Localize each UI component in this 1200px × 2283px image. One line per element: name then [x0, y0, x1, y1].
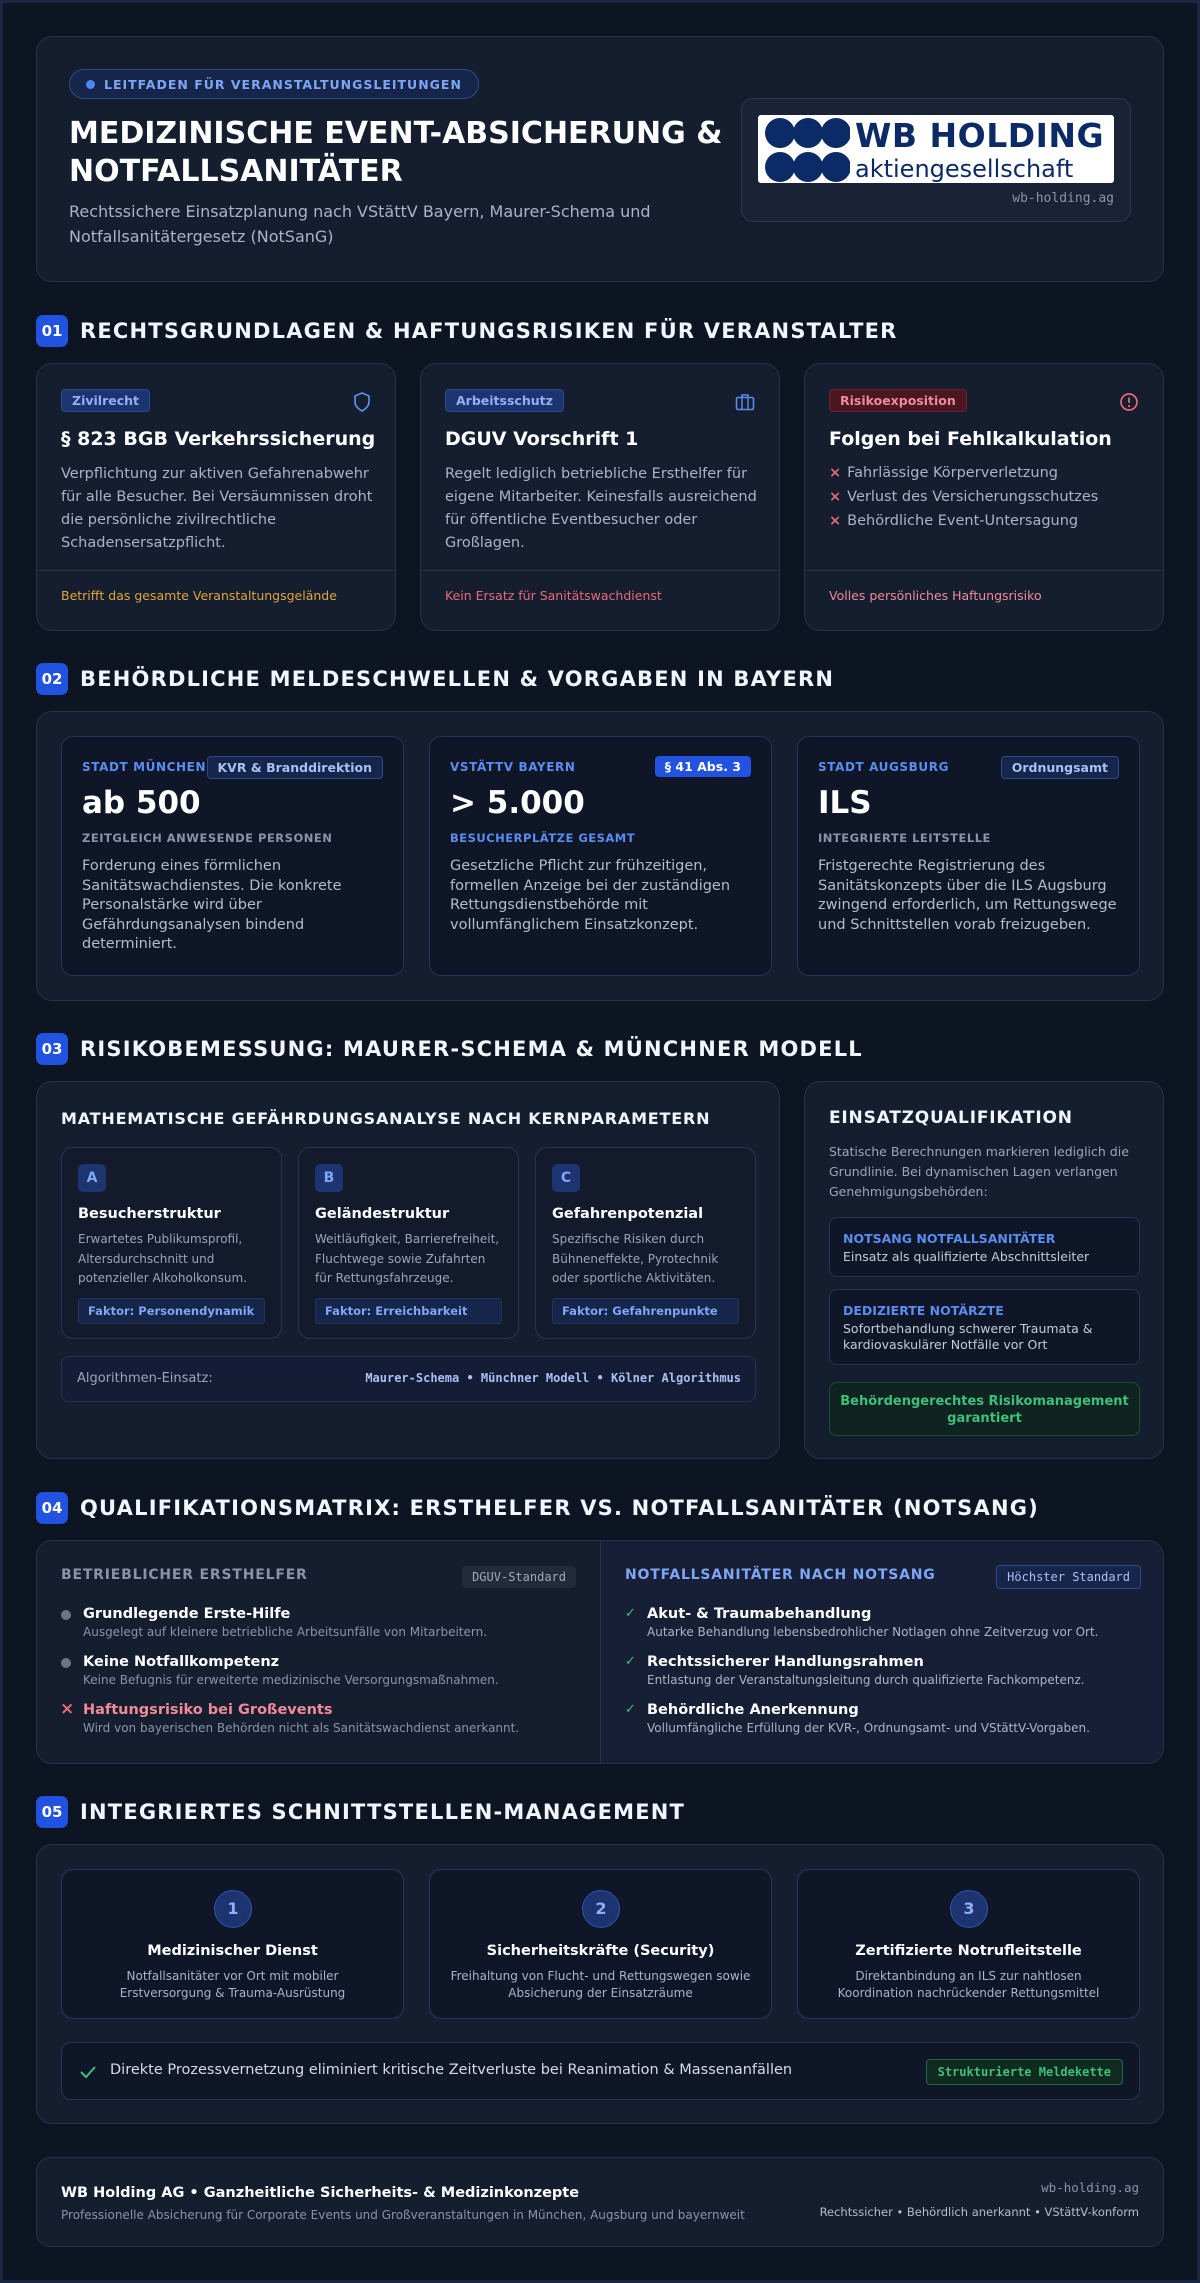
- footer-title: WB Holding AG • Ganzheitliche Sicherheits- & Medizinkonzepte: [61, 2185, 580, 2201]
- param-factor: Faktor: Erreichbarkeit: [315, 1298, 502, 1324]
- matrix-item-desc: Autarke Behandlung lebensbedrohlicher Notlagen ohne Zeitverzug vor Ort.: [647, 1625, 1099, 1639]
- matrix-col-notsan: [601, 1541, 1164, 1764]
- process-banner-tag: Strukturierte Meldekette: [926, 2059, 1123, 2085]
- text-line: potenzieller Alkoholkonsum.: [78, 1271, 247, 1285]
- risk-item-text: Verlust des Versicherungsschutzes: [847, 489, 1099, 505]
- text-line: Sanitätswachdienstes. Die konkrete: [82, 877, 342, 894]
- matrix-item-title: Haftungsrisiko bei Großevents: [83, 1702, 333, 1718]
- logo-subline: aktiengesellschaft: [855, 155, 1074, 183]
- legal-card-text: [61, 463, 372, 555]
- param-card-b: [298, 1147, 519, 1339]
- text-line: Regelt lediglich betriebliche Ersthelfer für: [445, 466, 748, 482]
- text-line: Schadensersatzpflicht.: [61, 535, 226, 551]
- legal-card-footer: Betrifft das gesamte Veranstaltungsgelände: [61, 588, 337, 603]
- step-title: Zertifizierte Notrufleitstelle: [855, 1943, 1082, 1959]
- step-card-dispatch: [797, 1869, 1140, 2019]
- briefcase-icon: [735, 393, 755, 411]
- guarantee-banner: [829, 1382, 1140, 1436]
- section-04-header: [36, 1491, 1039, 1525]
- hero-badge: [69, 69, 479, 99]
- checkmark-icon: ✓: [625, 1606, 636, 1621]
- text-line: Absicherung der Einsatzräume: [508, 1986, 693, 2000]
- thresholds-panel: [36, 711, 1164, 1001]
- section-number: 02: [36, 663, 68, 695]
- step-number-badge: 1: [214, 1890, 252, 1928]
- legal-card-title: § 823 BGB Verkehrssicherung: [61, 428, 376, 450]
- section-title: BEHÖRDLICHE MELDESCHWELLEN & VORGABEN IN BAYERN: [80, 667, 835, 691]
- step-text: [798, 1968, 1139, 2002]
- algorithm-value: Maurer-Schema • Münchner Modell • Kölner Algorithmus: [365, 1371, 741, 1385]
- badge-dot-icon: [86, 80, 95, 89]
- logo-wordmark: WB HOLDING: [855, 116, 1105, 155]
- matrix-item-title: Akut- & Traumabehandlung: [647, 1606, 872, 1622]
- matrix-item-title: Behördliche Anerkennung: [647, 1702, 859, 1718]
- footer-tags: Rechtssicher • Behördlich anerkannt • VStättV-konform: [819, 2205, 1139, 2219]
- param-letter-badge: B: [315, 1164, 343, 1192]
- matrix-item-title: Grundlegende Erste-Hilfe: [83, 1606, 291, 1622]
- text-line: Sofortbehandlung schwerer Traumata &: [843, 1321, 1093, 1336]
- subtitle-line1: Rechtssichere Einsatzplanung nach VStättV Bayern, Maurer-Schema und: [69, 202, 651, 221]
- text-line: Fluchtwege sowie Zufahrten: [315, 1251, 486, 1266]
- text-line: Verpflichtung zur aktiven Gefahrenabwehr: [61, 466, 369, 482]
- step-card-medical: [61, 1869, 404, 2019]
- text-line: Genehmigungsbehörden:: [829, 1184, 988, 1199]
- text-line: Koordination nachrückender Rettungsmittel: [837, 1986, 1100, 2000]
- legal-tag: Arbeitsschutz: [445, 389, 564, 412]
- section-number: 05: [36, 1796, 68, 1828]
- step-title: Sicherheitskräfte (Security): [486, 1943, 715, 1959]
- param-card-c: [535, 1147, 756, 1339]
- text-line: kardiovaskulärer Notfälle vor Ort: [843, 1337, 1048, 1352]
- section-title: QUALIFIKATIONSMATRIX: ERSTHELFER VS. NOTFALLSANITÄTER (NOTSANG): [80, 1496, 1039, 1520]
- matrix-item: [61, 1606, 487, 1639]
- text-line: Direktanbindung an ILS zur nahtlosen: [855, 1969, 1082, 1983]
- logo-image: [758, 115, 1114, 183]
- param-text: [315, 1230, 499, 1289]
- text-line: Rettungsdienstbehörde mit: [450, 897, 648, 913]
- alert-circle-icon: [1119, 392, 1139, 412]
- legal-card-title: DGUV Vorschrift 1: [445, 428, 639, 450]
- text-line: oder sportliche Aktivitäten.: [552, 1271, 716, 1285]
- checkmark-icon: ✓: [625, 1702, 636, 1717]
- step-card-security: [429, 1869, 772, 2019]
- risk-item-text: Behördliche Event-Untersagung: [847, 513, 1079, 529]
- text-line: Spezifische Risiken durch: [552, 1232, 705, 1246]
- matrix-item-desc: Entlastung der Veranstaltungsleitung durch qualifizierte Fachkompetenz.: [647, 1673, 1085, 1687]
- legal-card-worksafety: [420, 363, 780, 631]
- qualification-title: EINSATZQUALIFIKATION: [829, 1108, 1073, 1128]
- risk-item: [829, 509, 1098, 533]
- threshold-text: [818, 857, 1117, 935]
- section-01-header: [36, 314, 898, 348]
- text-line: Behördengerechtes Risikomanagement: [840, 1394, 1129, 1409]
- logo-circles-icon: [758, 115, 850, 183]
- algorithm-label: Algorithmen-Einsatz:: [77, 1371, 213, 1386]
- threshold-label: STADT MÜNCHEN: [82, 760, 207, 774]
- matrix-item: [61, 1654, 499, 1687]
- section-title: INTEGRIERTES SCHNITTSTELLEN-MANAGEMENT: [80, 1800, 686, 1824]
- matrix-col-title: BETRIEBLICHER ERSTHELFER: [61, 1567, 308, 1583]
- param-title: Geländestruktur: [315, 1206, 450, 1222]
- matrix-item: [625, 1702, 1090, 1735]
- qual-card-notarzt: [829, 1289, 1140, 1365]
- subtitle-line2: Notfallsanitätergesetz (NotSanG): [69, 227, 334, 246]
- section-title: RECHTSGRUNDLAGEN & HAFTUNGSRISIKEN FÜR VERANSTALTER: [80, 319, 898, 343]
- risk-item-text: Fahrlässige Körperverletzung: [847, 465, 1058, 481]
- threshold-tag: § 41 Abs. 3: [655, 756, 751, 777]
- threshold-card-munich: [61, 736, 404, 976]
- legal-card-civil: [36, 363, 396, 631]
- text-line: Gesetzliche Pflicht zur frühzeitigen,: [450, 858, 708, 874]
- qual-card-title: NOTSANG NOTFALLSANITÄTER: [843, 1231, 1056, 1246]
- shield-icon: [353, 392, 371, 412]
- legal-card-text: [445, 463, 757, 555]
- algorithm-bar: [61, 1356, 756, 1402]
- matrix-item-desc: Keine Befugnis für erweiterte medizinische Versorgungsmaßnahmen.: [83, 1673, 499, 1687]
- cross-icon: ×: [829, 489, 842, 505]
- text-line: Altersdurchschnitt und: [78, 1251, 215, 1266]
- text-line: zwingend erforderlich, um Rettungswege: [818, 897, 1117, 913]
- card-divider: [805, 570, 1163, 571]
- threshold-text: [82, 857, 342, 955]
- legal-card-footer: Kein Ersatz für Sanitätswachdienst: [445, 588, 662, 603]
- text-line: Großlagen.: [445, 535, 525, 551]
- page-title: [69, 115, 722, 191]
- text-line: Erwartetes Publikumsprofil,: [78, 1232, 243, 1246]
- bullet-dot-icon: [61, 1658, 71, 1668]
- threshold-sub: BESUCHERPLÄTZE GESAMT: [450, 831, 636, 845]
- text-line: für öffentliche Eventbesucher oder: [445, 512, 698, 528]
- analysis-title: MATHEMATISCHE GEFÄHRDUNGSANALYSE NACH KERNPARAMETERN: [61, 1109, 711, 1128]
- param-letter-badge: A: [78, 1164, 106, 1192]
- matrix-item-desc: Vollumfängliche Erfüllung der KVR-, Ordnungsamt- und VStättV-Vorgaben.: [647, 1721, 1090, 1735]
- threshold-sub: INTEGRIERTE LEITSTELLE: [818, 831, 991, 845]
- text-line: formellen Anzeige bei der zuständigen: [450, 877, 731, 894]
- process-banner-text: Direkte Prozessvernetzung eliminiert kritische Zeitverluste bei Reanimation & Massenanfällen: [110, 2062, 793, 2078]
- legal-card-risk: [804, 363, 1164, 631]
- text-line: die persönliche zivilrechtliche: [61, 512, 277, 528]
- param-text: [78, 1230, 247, 1289]
- qual-card-text: Einsatz als qualifizierte Abschnittsleiter: [843, 1249, 1090, 1264]
- param-factor: Faktor: Gefahrenpunkte: [552, 1298, 739, 1324]
- legal-card-title: Folgen bei Fehlkalkulation: [829, 428, 1112, 450]
- cross-icon: ×: [829, 465, 842, 481]
- card-divider: [421, 570, 779, 571]
- threshold-card-vstaettv: [429, 736, 772, 976]
- checkmark-icon: ✓: [625, 1654, 636, 1669]
- threshold-value: > 5.000: [450, 785, 585, 821]
- qual-card-text: [843, 1321, 1093, 1353]
- matrix-item-desc: Ausgelegt auf kleinere betriebliche Arbeitsunfälle von Mitarbeitern.: [83, 1625, 488, 1639]
- risk-item: [829, 485, 1098, 509]
- text-line: und Schnittstellen vorab freizugeben.: [818, 916, 1091, 933]
- matrix-item: [625, 1606, 1098, 1639]
- text-line: vollumfänglichem Einsatzkonzept.: [450, 916, 699, 933]
- page-subtitle: [69, 199, 651, 249]
- logo-box: [741, 98, 1131, 222]
- risk-item: [829, 461, 1098, 485]
- matrix-item-title: Rechtssicherer Handlungsrahmen: [647, 1654, 924, 1670]
- step-title: Medizinischer Dienst: [147, 1943, 318, 1959]
- text-line: Forderung eines förmlichen: [82, 858, 282, 874]
- text-line: eigene Mitarbeiter. Keinesfalls ausreichend: [445, 489, 757, 505]
- matrix-item: [60, 1699, 520, 1735]
- step-number-badge: 3: [950, 1890, 988, 1928]
- bullet-dot-icon: [61, 1610, 71, 1620]
- matrix-item: [625, 1654, 1085, 1687]
- page-title-line1: MEDIZINISCHE EVENT-ABSICHERUNG &: [69, 116, 723, 151]
- text-line: Bühneneffekte, Pyrotechnik: [552, 1251, 719, 1266]
- qual-card-notsan: [829, 1217, 1140, 1277]
- section-title: RISIKOBEMESSUNG: MAURER-SCHEMA & MÜNCHNER MODELL: [80, 1037, 863, 1061]
- text-line: Gefährdungsanalysen bindend: [82, 916, 305, 933]
- text-line: garantiert: [947, 1411, 1022, 1426]
- step-text: [430, 1968, 771, 2002]
- risk-analysis-panel: [36, 1081, 780, 1459]
- text-line: Erstversorgung & Trauma-Ausrüstung: [119, 1986, 346, 2000]
- qual-card-title: DEDIZIERTE NOTÄRZTE: [843, 1303, 1004, 1318]
- matrix-col-ersthelfer: [37, 1541, 601, 1764]
- badge-text: LEITFADEN FÜR VERANSTALTUNGSLEITUNGEN: [104, 76, 462, 92]
- logo-url: wb-holding.ag: [1012, 191, 1114, 206]
- text-line: Grundlinie. Bei dynamischen Lagen verlangen: [829, 1164, 1118, 1179]
- param-title: Gefahrenpotenzial: [552, 1206, 704, 1222]
- text-line: Personalstärke wird über: [82, 897, 262, 913]
- interface-panel: [36, 1844, 1164, 2124]
- section-number: 03: [36, 1033, 68, 1065]
- card-divider: [37, 570, 395, 571]
- text-line: Notfallsanitäter vor Ort mit mobiler: [126, 1969, 339, 1983]
- text-line: Freihaltung von Flucht- und Rettungswegen sowie: [450, 1969, 751, 1983]
- param-text: [552, 1230, 718, 1289]
- footer-subtitle: Professionelle Absicherung für Corporate Events und Großveranstaltungen in München, Augsburg und bayernweit: [61, 2208, 745, 2222]
- matrix-col-title: NOTFALLSANITÄTER NACH NOTSANG: [625, 1567, 936, 1583]
- process-banner: [61, 2042, 1140, 2100]
- legal-card-footer: Volles persönliches Haftungsrisiko: [829, 588, 1042, 603]
- section-03-header: [36, 1032, 863, 1066]
- step-number-badge: 2: [582, 1890, 620, 1928]
- threshold-value: ILS: [818, 785, 872, 821]
- section-number: 04: [36, 1492, 68, 1524]
- text-line: Fristgerechte Registrierung des: [818, 858, 1046, 874]
- section-number: 01: [36, 315, 68, 347]
- param-letter-badge: C: [552, 1164, 580, 1192]
- threshold-label: VSTÄTTV BAYERN: [450, 760, 576, 774]
- threshold-label: STADT AUGSBURG: [818, 760, 950, 774]
- param-factor: Faktor: Personendynamik: [78, 1298, 265, 1324]
- threshold-sub: ZEITGLEICH ANWESENDE PERSONEN: [82, 831, 333, 845]
- threshold-value: ab 500: [82, 785, 201, 821]
- risk-list: [829, 461, 1098, 533]
- threshold-tag: Ordnungsamt: [1001, 756, 1119, 779]
- threshold-tag: KVR & Branddirektion: [207, 756, 384, 779]
- footer-url[interactable]: wb-holding.ag: [1041, 2180, 1139, 2195]
- qualification-intro: [829, 1142, 1129, 1202]
- legal-tag: Risikoexposition: [829, 389, 967, 412]
- threshold-text: [450, 857, 730, 935]
- page-title-line2: NOTFALLSANITÄTER: [69, 154, 403, 189]
- step-text: [62, 1968, 403, 2002]
- matrix-col-tag: Höchster Standard: [996, 1565, 1141, 1589]
- cross-icon: ×: [829, 513, 842, 529]
- qualification-panel: [804, 1081, 1164, 1459]
- param-title: Besucherstruktur: [78, 1206, 221, 1222]
- text-line: Weitläufigkeit, Barrierefreiheit,: [315, 1232, 500, 1246]
- matrix-item-desc: Wird von bayerischen Behörden nicht als Sanitätswachdienst anerkannt.: [83, 1721, 520, 1735]
- legal-tag: Zivilrecht: [61, 389, 150, 412]
- cross-icon: ×: [60, 1699, 75, 1719]
- threshold-card-augsburg: [797, 736, 1140, 976]
- text-line: Sanitätskonzepts über die ILS Augsburg: [818, 877, 1107, 894]
- text-line: für Rettungsfahrzeuge.: [315, 1271, 454, 1285]
- checkmark-icon: [79, 2065, 97, 2079]
- text-line: Statische Berechnungen markieren lediglich die: [829, 1144, 1129, 1159]
- hero-card: [36, 36, 1164, 282]
- matrix-item-title: Keine Notfallkompetenz: [83, 1654, 280, 1670]
- text-line: für alle Besucher. Bei Versäumnissen droht: [61, 489, 373, 505]
- section-05-header: [36, 1795, 685, 1829]
- section-02-header: [36, 662, 834, 696]
- qualification-matrix: [36, 1540, 1164, 1764]
- footer: [36, 2157, 1164, 2247]
- matrix-col-tag: DGUV-Standard: [462, 1566, 576, 1588]
- param-card-a: [61, 1147, 282, 1339]
- text-line: determiniert.: [82, 936, 177, 952]
